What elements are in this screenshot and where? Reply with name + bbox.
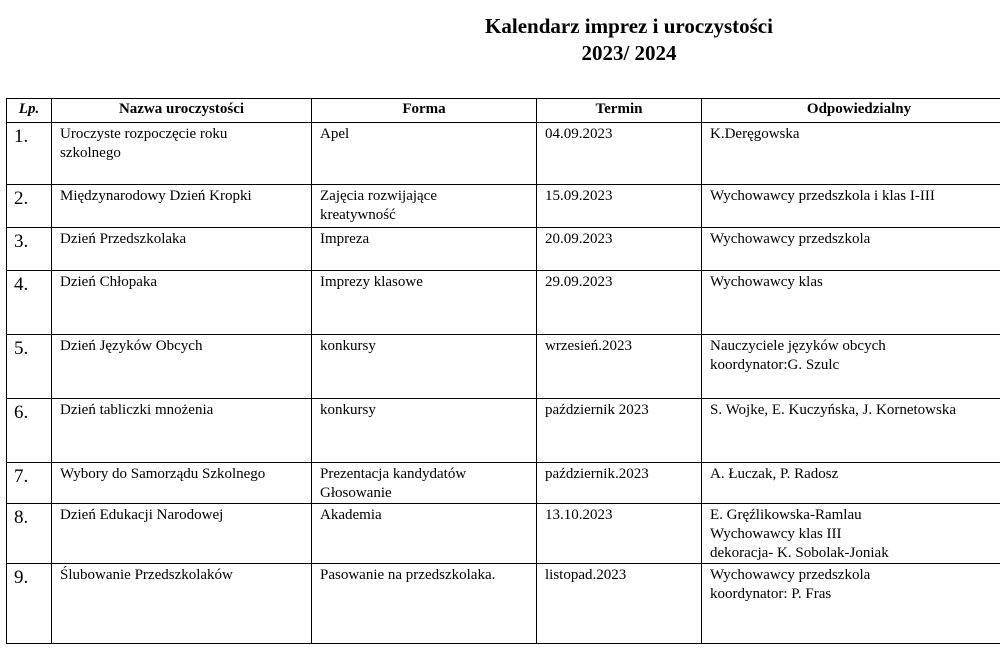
- cell-name: Dzień Przedszkolaka: [52, 228, 312, 271]
- cell-name: Dzień Języków Obcych: [52, 335, 312, 399]
- cell-term: wrzesień.2023: [537, 335, 702, 399]
- table-row: [7, 335, 1000, 399]
- table-row: [7, 271, 1000, 335]
- table-row: [7, 185, 1000, 228]
- header-name: Nazwa uroczystości: [52, 99, 312, 123]
- cell-lp: 5.: [7, 335, 52, 399]
- cell-responsible: Wychowawcy przedszkola i klas I-III: [702, 185, 1000, 228]
- cell-responsible: Wychowawcy przedszkola koordynator: P. Fras: [702, 564, 1000, 644]
- cell-form: konkursy: [312, 335, 537, 399]
- table-row: [7, 123, 1000, 185]
- cell-name: Uroczyste rozpoczęcie roku szkolnego: [52, 123, 312, 185]
- header-responsible: Odpowiedzialny: [702, 99, 1000, 123]
- cell-term: 15.09.2023: [537, 185, 702, 228]
- cell-name: Międzynarodowy Dzień Kropki: [52, 185, 312, 228]
- document-subtitle: 2023/ 2024: [581, 41, 677, 65]
- cell-form: Zajęcia rozwijające kreatywność: [312, 185, 537, 228]
- cell-responsible: Wychowawcy klas: [702, 271, 1000, 335]
- table-row: [7, 463, 1000, 504]
- header-term: Termin: [537, 99, 702, 123]
- cell-lp: 7.: [7, 463, 52, 504]
- cell-name: Ślubowanie Przedszkolaków: [52, 564, 312, 644]
- cell-term: październik 2023: [537, 399, 702, 463]
- cell-name: Dzień Chłopaka: [52, 271, 312, 335]
- cell-term: 13.10.2023: [537, 504, 702, 564]
- cell-lp: 8.: [7, 504, 52, 564]
- cell-responsible: E. Gręźlikowska-Ramlau Wychowawcy klas III dekoracja- K. Sobolak-Joniak: [702, 504, 1000, 564]
- cell-term: listopad.2023: [537, 564, 702, 644]
- cell-responsible: Wychowawcy przedszkola: [702, 228, 1000, 271]
- cell-name: Wybory do Samorządu Szkolnego: [52, 463, 312, 504]
- cell-name: Dzień Edukacji Narodowej: [52, 504, 312, 564]
- cell-term: 29.09.2023: [537, 271, 702, 335]
- cell-form: Pasowanie na przedszkolaka.: [312, 564, 537, 644]
- document-title: Kalendarz imprez i uroczystości: [485, 14, 773, 38]
- cell-form: Apel: [312, 123, 537, 185]
- cell-lp: 2.: [7, 185, 52, 228]
- events-table: [6, 98, 1000, 644]
- header-lp: Lp.: [7, 99, 52, 123]
- cell-lp: 3.: [7, 228, 52, 271]
- cell-term: 20.09.2023: [537, 228, 702, 271]
- cell-form: Prezentacja kandydatów Głosowanie: [312, 463, 537, 504]
- cell-responsible: A. Łuczak, P. Radosz: [702, 463, 1000, 504]
- cell-responsible: Nauczyciele języków obcych koordynator:G. Szulc: [702, 335, 1000, 399]
- cell-term: 04.09.2023: [537, 123, 702, 185]
- header-form: Forma: [312, 99, 537, 123]
- cell-form: Imprezy klasowe: [312, 271, 537, 335]
- cell-form: Akademia: [312, 504, 537, 564]
- table-header-row: [7, 99, 1000, 123]
- table-row: [7, 564, 1000, 644]
- cell-lp: 9.: [7, 564, 52, 644]
- cell-form: Impreza: [312, 228, 537, 271]
- cell-lp: 1.: [7, 123, 52, 185]
- cell-lp: 6.: [7, 399, 52, 463]
- cell-lp: 4.: [7, 271, 52, 335]
- cell-form: konkursy: [312, 399, 537, 463]
- cell-name: Dzień tabliczki mnożenia: [52, 399, 312, 463]
- table-row: [7, 228, 1000, 271]
- cell-responsible: S. Wojke, E. Kuczyńska, J. Kornetowska: [702, 399, 1000, 463]
- table-row: [7, 504, 1000, 564]
- cell-term: październik.2023: [537, 463, 702, 504]
- cell-responsible: K.Deręgowska: [702, 123, 1000, 185]
- table-row: [7, 399, 1000, 463]
